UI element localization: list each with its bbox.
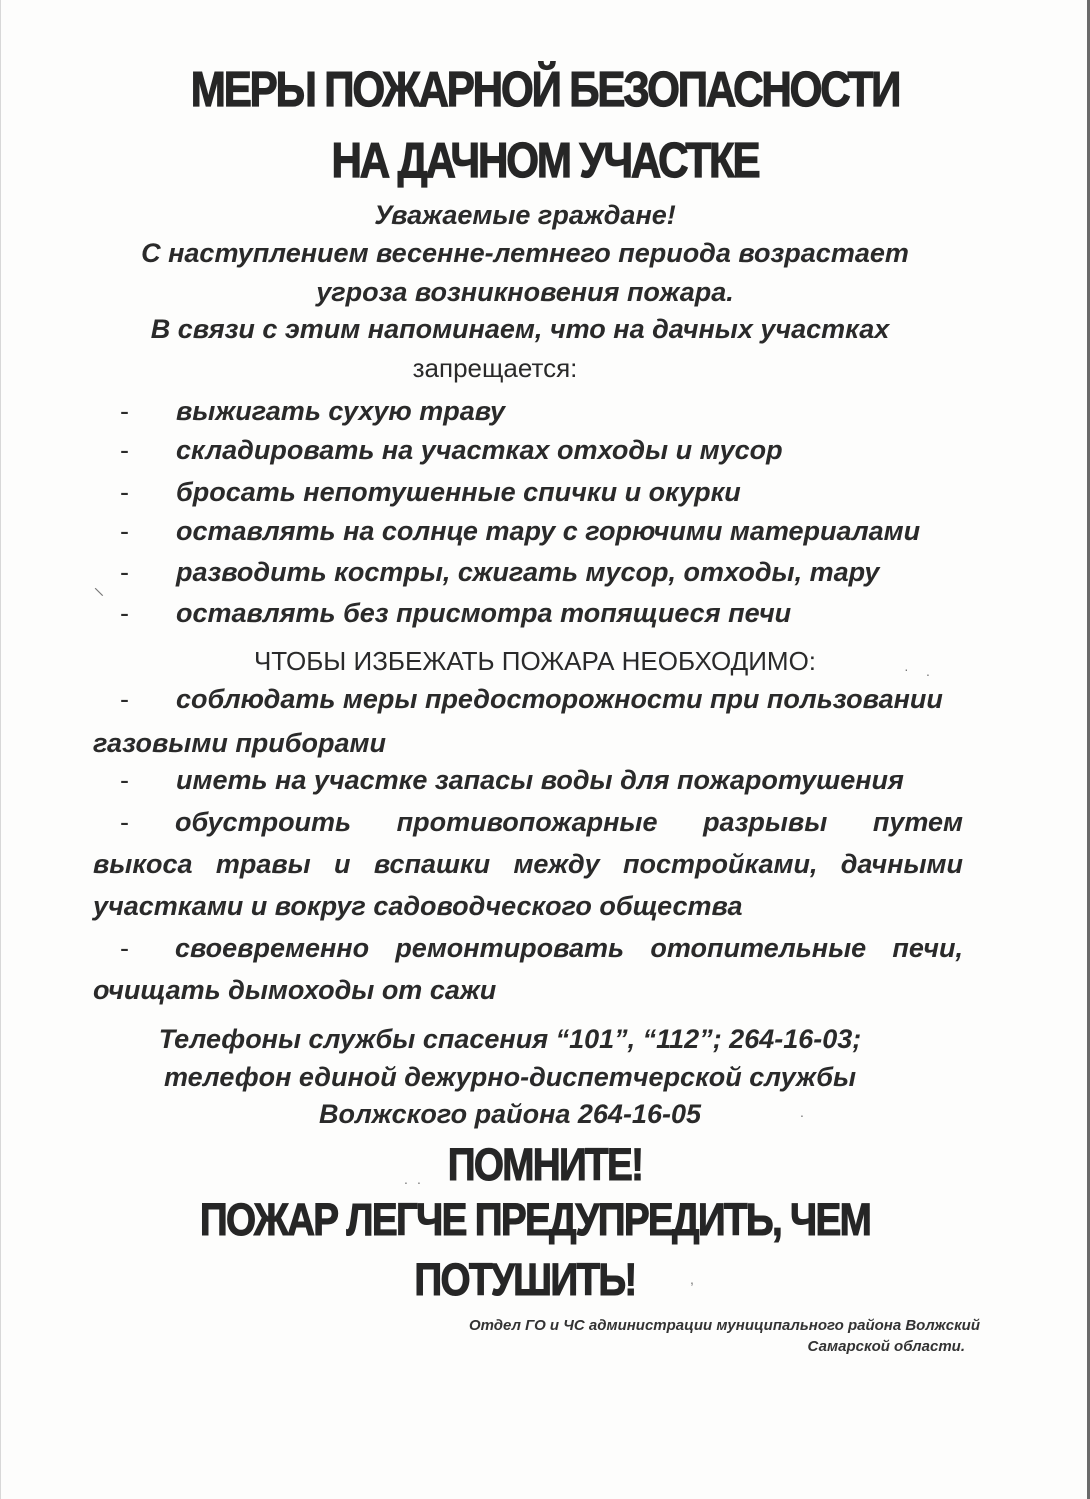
word: и	[334, 849, 351, 879]
prohibited-item: оставлять без присмотра топящиеся печи	[176, 598, 792, 628]
word: между	[513, 849, 600, 879]
scan-speck: ,	[690, 1271, 694, 1287]
remember-line-2: ПОЖАР ЛЕГЧЕ ПРЕДУПРЕДИТЬ, ЧЕМ	[199, 1194, 871, 1245]
required-item-4-line-2: очищать дымоходы от сажи	[93, 975, 497, 1005]
intro-line-3: угроза возникновения пожара.	[316, 277, 734, 307]
list-dash: -	[120, 477, 129, 507]
word: выкоса	[93, 849, 193, 879]
word: травы	[215, 849, 311, 879]
remember-line-3: ПОТУШИТЬ!	[414, 1254, 636, 1305]
word: ремонтировать	[395, 933, 625, 963]
word: печи,	[892, 933, 963, 963]
word: обустроить	[175, 807, 352, 837]
phones-line-3: Волжского района 264-16-05	[318, 1099, 701, 1129]
document-title-line-1: МЕРЫ ПОЖАРНОЙ БЕЗОПАСНОСТИ	[190, 63, 900, 117]
scan-speck: .	[417, 1171, 421, 1187]
intro-line-4: В связи с этим напоминаем, что на дачных участках	[150, 314, 890, 344]
prohibited-item: разводить костры, сжигать мусор, отходы, тару	[176, 557, 880, 587]
list-dash: -	[120, 933, 129, 963]
scan-speck: .	[926, 663, 930, 679]
document-title-line-2: НА ДАЧНОМ УЧАСТКЕ	[331, 134, 759, 188]
intro-line-2: С наступлением весенне-летнего периода возрастает	[141, 238, 909, 268]
list-dash: -	[120, 598, 129, 628]
required-item-3-line-3: участками и вокруг садоводческого общества	[93, 891, 743, 921]
scan-speck: .	[404, 1171, 408, 1187]
prohibited-item: выжигать сухую траву	[176, 396, 506, 426]
remember-heading: ПОМНИТЕ!	[447, 1139, 643, 1190]
greeting: Уважаемые граждане!	[374, 200, 676, 230]
scan-speck: .	[800, 1104, 804, 1120]
word: отопительные	[650, 933, 867, 963]
list-dash: -	[120, 684, 129, 714]
required-item-1-line-2: газовыми приборами	[93, 728, 386, 758]
footer-line-1: Отдел ГО и ЧС администрации муниципального района Волжский	[468, 1317, 980, 1334]
word: постройками,	[622, 849, 818, 879]
list-dash: -	[120, 807, 129, 837]
list-dash: -	[120, 435, 129, 465]
scan-speck: ·	[904, 661, 909, 677]
prohibited-heading: запрещается:	[412, 353, 578, 383]
word: дачными	[840, 849, 963, 879]
word: вспашки	[373, 849, 491, 879]
word: разрывы	[703, 807, 828, 837]
scan-speck: \	[93, 584, 105, 600]
footer-line-2: Самарской области.	[807, 1338, 965, 1355]
word: противопожарные	[396, 807, 658, 837]
prohibited-item: оставлять на солнце тару с горючими материалами	[176, 516, 921, 546]
required-item-2: иметь на участке запасы воды для пожаротушения	[176, 765, 904, 795]
required-item-3-line-1	[175, 809, 963, 836]
prohibited-item: бросать непотушенные спички и окурки	[176, 477, 741, 507]
required-item-4-line-1	[175, 935, 963, 962]
required-heading: ЧТОБЫ ИЗБЕЖАТЬ ПОЖАРА НЕОБХОДИМО:	[253, 646, 817, 676]
list-dash: -	[120, 516, 129, 546]
required-item-3-line-2	[93, 851, 963, 878]
list-dash: -	[120, 396, 129, 426]
word: путем	[872, 807, 963, 837]
required-item-1-line-1: соблюдать меры предосторожности при пользовании	[176, 684, 943, 714]
list-dash: -	[120, 765, 129, 795]
word: своевременно	[175, 933, 370, 963]
phones-line-1: Телефоны службы спасения “101”, “112”; 264-16-03;	[158, 1024, 862, 1054]
list-dash: -	[120, 557, 129, 587]
phones-line-2: телефон единой дежурно-диспетчерской службы	[163, 1062, 857, 1092]
prohibited-item: складировать на участках отходы и мусор	[176, 435, 783, 465]
